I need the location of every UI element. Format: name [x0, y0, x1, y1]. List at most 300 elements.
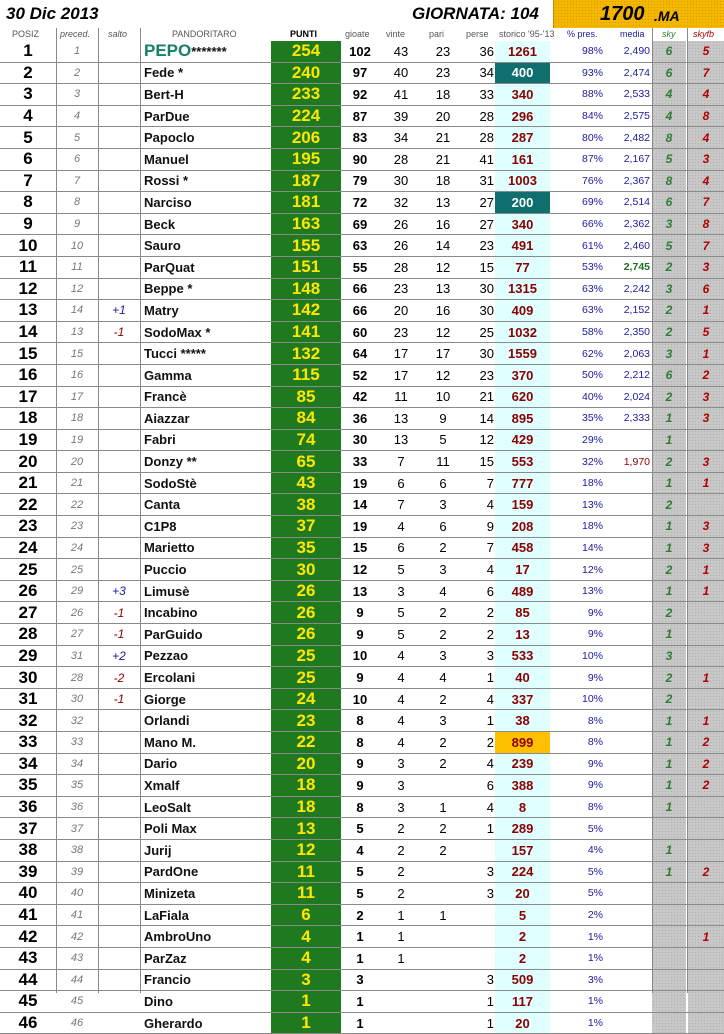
table-row: [0, 559, 724, 581]
history-cell: 159: [495, 494, 550, 515]
skyfb-cell: 3: [688, 257, 724, 278]
average-cell: 2,460: [623, 239, 650, 252]
lost-cell: 4: [486, 562, 494, 578]
skyfb-cell: 6: [688, 279, 724, 300]
sky-cell: 4: [652, 106, 686, 127]
previous-position-cell: 42: [70, 930, 84, 943]
sky-cell: 5: [652, 149, 686, 170]
history-cell: 289: [495, 818, 550, 839]
sky-cell: 2: [652, 494, 686, 515]
points-cell: 74: [271, 430, 341, 451]
points-cell: 20: [271, 754, 341, 775]
position-cell: 6: [23, 149, 33, 169]
sky-cell: 4: [652, 84, 686, 105]
played-cell: 92: [352, 86, 368, 102]
points-cell: 224: [271, 106, 341, 127]
table-row: [0, 516, 724, 538]
presence-pct-cell: 1%: [587, 930, 603, 943]
played-cell: 12: [352, 562, 368, 578]
player-name-cell: ParZaz: [144, 950, 187, 966]
history-cell: 1003: [495, 171, 550, 192]
position-change-cell: [98, 797, 140, 818]
points-cell: 163: [271, 214, 341, 235]
drawn-cell: [422, 775, 464, 796]
points-cell: 25: [271, 667, 341, 688]
points-cell: 37: [271, 516, 341, 537]
history-cell: 337: [495, 689, 550, 710]
won-cell: [380, 991, 422, 1012]
average-cell: [605, 840, 650, 861]
presence-pct-cell: 62%: [581, 347, 603, 360]
sky-cell: 8: [652, 127, 686, 148]
average-cell: [605, 1013, 650, 1034]
lost-cell: [464, 948, 498, 969]
presence-pct-cell: 10%: [581, 649, 603, 662]
table-row: [0, 948, 724, 970]
previous-position-cell: 28: [70, 671, 84, 684]
position-cell: 2: [23, 62, 33, 82]
position-change-cell: -2: [113, 670, 125, 685]
lost-cell: 3: [486, 864, 494, 880]
position-cell: 34: [18, 753, 38, 773]
position-change-cell: [98, 235, 140, 256]
position-change-cell: [98, 430, 140, 451]
sky-cell: 3: [652, 646, 686, 667]
won-cell: 2: [397, 842, 405, 858]
points-cell: 141: [271, 322, 341, 343]
average-cell: 2,474: [623, 66, 650, 79]
lost-cell: 7: [486, 475, 494, 491]
skyfb-cell: [688, 689, 724, 710]
average-cell: [605, 602, 650, 623]
average-cell: [605, 905, 650, 926]
average-cell: 2,490: [623, 45, 650, 58]
won-cell: 43: [393, 43, 409, 59]
history-cell: 1315: [495, 279, 550, 300]
history-cell: 1032: [495, 322, 550, 343]
won-cell: 28: [393, 151, 409, 167]
average-cell: 2,575: [623, 110, 650, 123]
table-row: [0, 883, 724, 905]
points-cell: 18: [271, 797, 341, 818]
drawn-cell: 4: [439, 583, 447, 599]
position-change-cell: -1: [113, 605, 125, 620]
position-cell: 31: [18, 689, 38, 709]
points-cell: 240: [271, 63, 341, 84]
drawn-cell: 14: [435, 238, 451, 254]
table-row: [0, 818, 724, 840]
won-cell: 1: [397, 907, 405, 923]
position-change-cell: [98, 343, 140, 364]
skyfb-cell: 2: [688, 365, 724, 386]
drawn-cell: [422, 948, 464, 969]
points-cell: 18: [271, 775, 341, 796]
skyfb-cell: 1: [688, 559, 724, 580]
presence-pct-cell: 80%: [581, 131, 603, 144]
previous-position-cell: 15: [70, 347, 84, 360]
played-cell: 15: [352, 540, 368, 556]
sky-cell: 1: [652, 862, 686, 883]
skyfb-cell: 8: [688, 106, 724, 127]
player-name-cell: Tucci *****: [144, 346, 206, 362]
previous-position-cell: 13: [70, 326, 84, 339]
position-change-cell: [98, 84, 140, 105]
column-divider: [56, 28, 57, 993]
previous-position-cell: 36: [70, 801, 84, 814]
table-row: [0, 322, 724, 344]
lost-cell: 1: [486, 821, 494, 837]
table-row: [0, 279, 724, 301]
position-change-cell: [98, 991, 140, 1012]
won-cell: 3: [397, 799, 405, 815]
column-divider: [687, 28, 688, 993]
won-cell: 4: [397, 648, 405, 664]
skyfb-cell: 4: [688, 127, 724, 148]
points-cell: 43: [271, 473, 341, 494]
col-pres: % pres.: [567, 29, 598, 39]
average-cell: 2,362: [623, 218, 650, 231]
played-cell: 9: [356, 777, 364, 793]
presence-pct-cell: 5%: [587, 822, 603, 835]
position-change-cell: [98, 41, 140, 62]
average-cell: 2,367: [623, 174, 650, 187]
lost-cell: 6: [486, 583, 494, 599]
sky-cell: 6: [652, 365, 686, 386]
drawn-cell: 6: [439, 475, 447, 491]
points-cell: 195: [271, 149, 341, 170]
skyfb-cell: 7: [688, 235, 724, 256]
points-cell: 65: [271, 451, 341, 472]
skyfb-cell: [688, 948, 724, 969]
played-cell: 42: [352, 389, 368, 405]
history-cell: 200: [495, 192, 550, 213]
played-cell: 90: [352, 151, 368, 167]
lost-cell: 36: [479, 43, 494, 59]
lost-cell: 27: [479, 216, 494, 232]
lost-cell: 15: [479, 454, 494, 470]
won-cell: 23: [393, 324, 409, 340]
sky-cell: [652, 818, 686, 839]
average-cell: [605, 775, 650, 796]
sky-cell: 1: [652, 473, 686, 494]
points-cell: 30: [271, 559, 341, 580]
position-cell: 28: [18, 624, 38, 644]
player-name-cell: Donzy **: [144, 454, 197, 470]
table-row: [0, 775, 724, 797]
position-cell: 33: [18, 732, 38, 752]
average-cell: [605, 581, 650, 602]
table-row: [0, 387, 724, 409]
lost-cell: 1: [486, 713, 494, 729]
previous-position-cell: 8: [73, 196, 81, 209]
presence-pct-cell: 40%: [581, 390, 603, 403]
played-cell: 8: [356, 734, 364, 750]
lost-cell: 23: [479, 367, 494, 383]
lost-cell: 1: [486, 670, 494, 686]
col-punti: PUNTI: [290, 29, 317, 39]
sky-cell: 1: [652, 732, 686, 753]
drawn-cell: [422, 926, 464, 947]
history-cell: 20: [495, 883, 550, 904]
position-change-cell: -1: [113, 325, 125, 340]
table-row: [0, 624, 724, 646]
lost-cell: 33: [479, 86, 494, 102]
position-cell: 38: [18, 840, 38, 860]
sky-cell: 1: [652, 538, 686, 559]
points-cell: 3: [271, 970, 341, 991]
won-cell: 6: [397, 475, 405, 491]
position-change-cell: [98, 494, 140, 515]
col-pari: pari: [429, 29, 445, 39]
col-skyfb: skyfb: [693, 29, 715, 39]
skyfb-cell: [688, 970, 724, 991]
average-cell: 1,970: [623, 455, 650, 468]
position-cell: 39: [18, 861, 38, 881]
skyfb-cell: 3: [688, 387, 724, 408]
history-cell: 1559: [495, 343, 550, 364]
history-cell: 533: [495, 646, 550, 667]
position-change-cell: -1: [113, 627, 125, 642]
position-change-cell: [98, 732, 140, 753]
header-bar: [0, 0, 724, 28]
drawn-cell: 10: [435, 389, 451, 405]
skyfb-cell: 1: [688, 710, 724, 731]
player-name-cell: Matry: [144, 302, 179, 318]
position-cell: 12: [18, 278, 38, 298]
history-cell: 17: [495, 559, 550, 580]
player-name-cell: Francè: [144, 389, 187, 405]
skyfb-cell: 2: [688, 862, 724, 883]
table-row: [0, 63, 724, 85]
skyfb-cell: 1: [688, 300, 724, 321]
lost-cell: [464, 926, 498, 947]
position-change-cell: [98, 387, 140, 408]
table-row: [0, 667, 724, 689]
points-cell: 26: [271, 624, 341, 645]
history-cell: 239: [495, 754, 550, 775]
position-cell: 46: [18, 1013, 38, 1033]
won-cell: 39: [393, 108, 409, 124]
history-cell: 40: [495, 667, 550, 688]
points-cell: 26: [271, 602, 341, 623]
column-divider: [140, 28, 141, 993]
col-giocate: gioate: [345, 29, 370, 39]
previous-position-cell: 6: [73, 153, 81, 166]
previous-position-cell: 4: [73, 110, 81, 123]
position-change-cell: [98, 862, 140, 883]
position-change-cell: [98, 214, 140, 235]
player-name-cell: Limusè: [144, 583, 190, 599]
player-name-cell: LaFiala: [144, 907, 189, 923]
position-cell: 30: [18, 667, 38, 687]
history-cell: 458: [495, 538, 550, 559]
average-cell: 2,482: [623, 131, 650, 144]
presence-pct-cell: 1%: [587, 995, 603, 1008]
average-cell: 2,514: [623, 196, 650, 209]
played-cell: 30: [352, 432, 368, 448]
skyfb-cell: [688, 840, 724, 861]
position-change-cell: [98, 818, 140, 839]
position-change-cell: [98, 970, 140, 991]
history-cell: 20: [495, 1013, 550, 1034]
lost-cell: 21: [479, 389, 494, 405]
average-cell: [605, 516, 650, 537]
played-cell: 1: [356, 993, 364, 1009]
previous-position-cell: 10: [70, 239, 84, 252]
history-cell: 2: [495, 926, 550, 947]
played-cell: 55: [352, 259, 368, 275]
sky-cell: 1: [652, 710, 686, 731]
giornata-label: GIORNATA: 104: [412, 4, 539, 23]
player-name-cell: Canta: [144, 497, 181, 513]
points-cell: 25: [271, 646, 341, 667]
player-name-cell: Sauro: [144, 238, 181, 254]
won-cell: 17: [393, 346, 409, 362]
table-row: [0, 862, 724, 884]
average-cell: [605, 797, 650, 818]
points-cell: 148: [271, 279, 341, 300]
presence-pct-cell: 2%: [587, 909, 603, 922]
won-cell: 4: [397, 670, 405, 686]
skyfb-cell: 3: [688, 408, 724, 429]
total-badge: [553, 0, 724, 28]
played-cell: 4: [356, 842, 364, 858]
average-cell: 2,063: [623, 347, 650, 360]
presence-pct-cell: 13%: [581, 585, 603, 598]
skyfb-cell: 7: [688, 63, 724, 84]
position-cell: 45: [18, 991, 38, 1011]
drawn-cell: [422, 883, 464, 904]
player-name-cell: Dario: [144, 756, 178, 772]
skyfb-cell: [688, 797, 724, 818]
table-row: [0, 646, 724, 668]
lost-cell: [464, 905, 498, 926]
drawn-cell: 2: [439, 605, 447, 621]
position-cell: 8: [23, 192, 33, 212]
presence-pct-cell: 84%: [581, 110, 603, 123]
col-media: media: [620, 29, 645, 39]
previous-position-cell: 20: [70, 455, 84, 468]
points-cell: 4: [271, 948, 341, 969]
position-cell: 27: [18, 602, 38, 622]
presence-pct-cell: 12%: [581, 563, 603, 576]
position-change-cell: [98, 710, 140, 731]
drawn-cell: 2: [439, 756, 447, 772]
player-name-cell: Aiazzar: [144, 410, 190, 426]
sky-cell: [652, 1013, 686, 1034]
position-change-cell: +1: [112, 303, 126, 318]
position-change-cell: [98, 408, 140, 429]
sky-cell: [652, 991, 686, 1012]
history-cell: 340: [495, 214, 550, 235]
sky-cell: 1: [652, 516, 686, 537]
player-name-cell: Dino: [144, 993, 173, 1009]
previous-position-cell: 9: [73, 218, 81, 231]
table-row: [0, 149, 724, 171]
won-cell: 4: [397, 691, 405, 707]
played-cell: 1: [356, 929, 364, 945]
average-cell: [605, 926, 650, 947]
previous-position-cell: 5: [73, 131, 81, 144]
played-cell: 9: [356, 670, 364, 686]
sky-cell: 1: [652, 624, 686, 645]
position-cell: 25: [18, 559, 38, 579]
position-change-cell: [98, 365, 140, 386]
points-cell: 6: [271, 905, 341, 926]
points-cell: 84: [271, 408, 341, 429]
position-cell: 36: [18, 797, 38, 817]
points-cell: 151: [271, 257, 341, 278]
played-cell: 8: [356, 713, 364, 729]
presence-pct-cell: 1%: [587, 1017, 603, 1030]
presence-pct-cell: 8%: [587, 801, 603, 814]
sky-cell: 8: [652, 171, 686, 192]
drawn-cell: 13: [435, 281, 451, 297]
played-cell: 19: [352, 475, 368, 491]
player-name-cell: Francio: [144, 972, 191, 988]
position-cell: 26: [18, 581, 38, 601]
position-change-cell: [98, 279, 140, 300]
lost-cell: 4: [486, 497, 494, 513]
table-row: [0, 192, 724, 214]
won-cell: 3: [397, 583, 405, 599]
player-name-cell: Mano M.: [144, 734, 196, 750]
player-name-cell: Fede *: [144, 65, 184, 81]
position-cell: 1: [23, 41, 33, 61]
sky-cell: [652, 905, 686, 926]
average-cell: [605, 667, 650, 688]
average-cell: [605, 538, 650, 559]
drawn-cell: 12: [435, 259, 451, 275]
history-cell: 553: [495, 451, 550, 472]
previous-position-cell: 32: [70, 714, 84, 727]
previous-position-cell: 46: [70, 1017, 84, 1030]
player-name-cell: Rossi *: [144, 173, 189, 189]
position-change-cell: [98, 559, 140, 580]
position-change-cell: [98, 451, 140, 472]
col-posiz: POSIZ: [12, 29, 40, 39]
lost-cell: 4: [486, 691, 494, 707]
position-change-cell: [98, 538, 140, 559]
sky-cell: 2: [652, 667, 686, 688]
position-change-cell: [98, 106, 140, 127]
badge-unit: .MA: [654, 8, 680, 24]
history-cell: 38: [495, 710, 550, 731]
played-cell: 66: [352, 302, 368, 318]
points-cell: 4: [271, 926, 341, 947]
played-cell: 13: [352, 583, 368, 599]
player-name-cell: Incabino: [144, 605, 198, 621]
lost-cell: 6: [486, 777, 494, 793]
previous-position-cell: 37: [70, 822, 84, 835]
player-name-cell: Orlandi: [144, 713, 190, 729]
points-cell: 22: [271, 732, 341, 753]
skyfb-cell: [688, 646, 724, 667]
position-cell: 13: [18, 300, 38, 320]
presence-pct-cell: 53%: [581, 261, 603, 274]
position-cell: 20: [18, 451, 38, 471]
presence-pct-cell: 61%: [581, 239, 603, 252]
average-cell: 2,350: [623, 326, 650, 339]
average-cell: [605, 948, 650, 969]
presence-pct-cell: 4%: [587, 844, 603, 857]
previous-position-cell: 1: [73, 45, 81, 58]
average-cell: [605, 624, 650, 645]
table-row: [0, 127, 724, 149]
played-cell: 10: [352, 691, 368, 707]
history-cell: 157: [495, 840, 550, 861]
played-cell: 102: [349, 43, 371, 59]
